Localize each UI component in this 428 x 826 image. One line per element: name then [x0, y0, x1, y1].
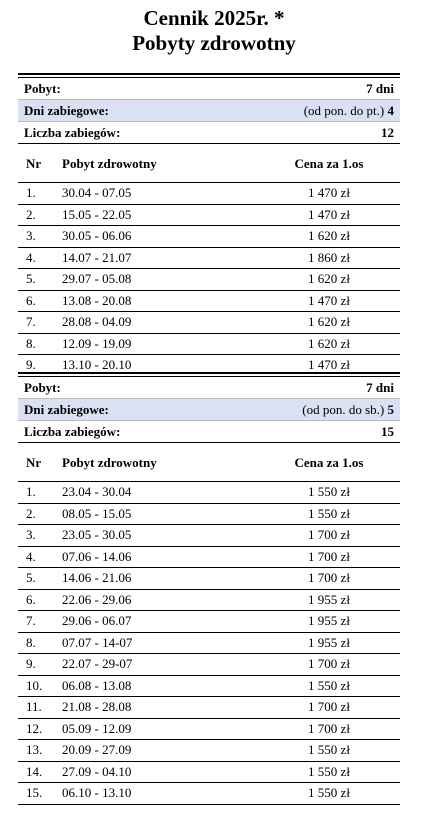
stay-label: Pobyt: [24, 379, 61, 395]
row-nr: 8. [26, 634, 36, 650]
row-price: 1 955 zł [308, 591, 350, 607]
header-nr: Nr [26, 455, 42, 470]
table-row [18, 183, 400, 205]
row-nr: 1. [26, 484, 36, 500]
table-row [18, 504, 400, 526]
row-nr: 15. [26, 785, 43, 801]
row-period: 14.06 - 21.06 [62, 570, 132, 586]
table-row [18, 248, 400, 270]
row-nr: 1. [26, 185, 36, 201]
row-period: 13.08 - 20.08 [62, 292, 132, 308]
row-price: 1 955 zł [308, 613, 350, 629]
table-row [18, 676, 400, 698]
row-price: 1 550 zł [308, 763, 350, 779]
treatment-days-label: Dni zabiegowe: [24, 401, 109, 417]
row-nr: 5. [26, 271, 36, 287]
treatment-days-row [18, 399, 400, 421]
treatments-count-value: 12 [381, 124, 394, 140]
row-price: 1 620 zł [308, 335, 350, 351]
row-period: 15.05 - 22.05 [62, 206, 132, 222]
table-header [18, 146, 400, 183]
row-nr: 4. [26, 548, 36, 564]
treatments-count-row [18, 122, 400, 144]
row-price: 1 550 zł [308, 484, 350, 500]
header-period: Pobyt zdrowotny [62, 455, 157, 470]
table-row [18, 611, 400, 633]
row-price: 1 955 zł [308, 634, 350, 650]
table-row [18, 590, 400, 612]
row-price: 1 470 zł [308, 206, 350, 222]
header-price: Cena za 1.os [294, 455, 364, 470]
treatments-count-row [18, 421, 400, 443]
table-row [18, 740, 400, 762]
treatments-count-label: Liczba zabiegów: [24, 423, 121, 439]
row-nr: 3. [26, 228, 36, 244]
row-price: 1 860 zł [308, 249, 350, 265]
table-row [18, 547, 400, 569]
row-period: 22.07 - 29-07 [62, 656, 133, 672]
title-line-1: Cennik 2025r. * [143, 6, 285, 30]
treatment-days-value: 5 [387, 401, 394, 417]
table-row [18, 334, 400, 356]
row-period: 23.05 - 30.05 [62, 527, 132, 543]
row-nr: 2. [26, 505, 36, 521]
table-row [18, 568, 400, 590]
row-nr: 3. [26, 527, 36, 543]
row-nr: 9. [26, 357, 36, 373]
row-price: 1 470 zł [308, 185, 350, 201]
price-table-1 [18, 183, 400, 377]
treatment-days-label: Dni zabiegowe: [24, 102, 109, 118]
row-nr: 6. [26, 591, 36, 607]
stay-value: 7 dni [366, 379, 394, 395]
table-header [18, 445, 400, 482]
treatments-count-value: 15 [381, 423, 394, 439]
table-row [18, 312, 400, 334]
row-nr: 6. [26, 292, 36, 308]
row-price: 1 550 zł [308, 742, 350, 758]
table-row [18, 291, 400, 313]
row-price: 1 550 zł [308, 505, 350, 521]
row-price: 1 470 zł [308, 292, 350, 308]
stay-row [18, 377, 400, 399]
row-period: 07.06 - 14.06 [62, 548, 132, 564]
row-nr: 4. [26, 249, 36, 265]
row-period: 29.07 - 05.08 [62, 271, 132, 287]
stay-value: 7 dni [366, 80, 394, 96]
price-section-2 [18, 372, 400, 805]
row-nr: 9. [26, 656, 36, 672]
header-nr: Nr [26, 156, 42, 171]
row-period: 06.08 - 13.08 [62, 677, 132, 693]
table-row [18, 482, 400, 504]
header-price: Cena za 1.os [294, 156, 364, 171]
row-period: 22.06 - 29.06 [62, 591, 132, 607]
row-period: 08.05 - 15.05 [62, 505, 132, 521]
row-nr: 8. [26, 335, 36, 351]
row-price: 1 620 zł [308, 228, 350, 244]
row-period: 23.04 - 30.04 [62, 484, 132, 500]
treatment-days-note: (od pon. do sb.) [302, 401, 385, 417]
row-period: 30.04 - 07.05 [62, 185, 132, 201]
row-period: 07.07 - 14-07 [62, 634, 133, 650]
row-price: 1 550 zł [308, 677, 350, 693]
row-nr: 13. [26, 742, 43, 758]
row-price: 1 620 zł [308, 314, 350, 330]
row-price: 1 700 zł [308, 699, 350, 715]
table-row [18, 633, 400, 655]
row-period: 28.08 - 04.09 [62, 314, 132, 330]
table-row [18, 762, 400, 784]
treatment-days-value: 4 [387, 102, 394, 118]
table-row [18, 697, 400, 719]
row-nr: 11. [26, 699, 42, 715]
table-row [18, 525, 400, 547]
treatments-count-label: Liczba zabiegów: [24, 124, 121, 140]
row-price: 1 700 zł [308, 527, 350, 543]
row-nr: 7. [26, 314, 36, 330]
row-period: 27.09 - 04.10 [62, 763, 132, 779]
row-period: 20.09 - 27.09 [62, 742, 132, 758]
row-price: 1 700 zł [308, 548, 350, 564]
row-nr: 2. [26, 206, 36, 222]
row-price: 1 700 zł [308, 570, 350, 586]
row-nr: 7. [26, 613, 36, 629]
table-row [18, 783, 400, 805]
row-price: 1 620 zł [308, 271, 350, 287]
row-period: 14.07 - 21.07 [62, 249, 132, 265]
treatment-days-note: (od pon. do pt.) [303, 102, 385, 118]
table-row [18, 654, 400, 676]
page-title [0, 6, 428, 56]
row-period: 13.10 - 20.10 [62, 357, 132, 373]
table-row [18, 226, 400, 248]
row-period: 06.10 - 13.10 [62, 785, 132, 801]
price-section-1 [18, 73, 400, 377]
row-period: 05.09 - 12.09 [62, 720, 132, 736]
row-price: 1 700 zł [308, 720, 350, 736]
row-nr: 5. [26, 570, 36, 586]
row-price: 1 470 zł [308, 357, 350, 373]
title-line-2: Pobyty zdrowotny [132, 31, 296, 55]
price-table-2 [18, 482, 400, 805]
row-price: 1 550 zł [308, 785, 350, 801]
row-price: 1 700 zł [308, 656, 350, 672]
row-period: 30.05 - 06.06 [62, 228, 132, 244]
row-period: 12.09 - 19.09 [62, 335, 132, 351]
table-row [18, 719, 400, 741]
row-nr: 12. [26, 720, 43, 736]
stay-label: Pobyt: [24, 80, 61, 96]
table-row [18, 205, 400, 227]
row-period: 29.06 - 06.07 [62, 613, 132, 629]
row-period: 21.08 - 28.08 [62, 699, 132, 715]
stay-row [18, 78, 400, 100]
treatment-days-row [18, 100, 400, 122]
row-nr: 10. [26, 677, 43, 693]
row-nr: 14. [26, 763, 43, 779]
table-row [18, 269, 400, 291]
header-period: Pobyt zdrowotny [62, 156, 157, 171]
